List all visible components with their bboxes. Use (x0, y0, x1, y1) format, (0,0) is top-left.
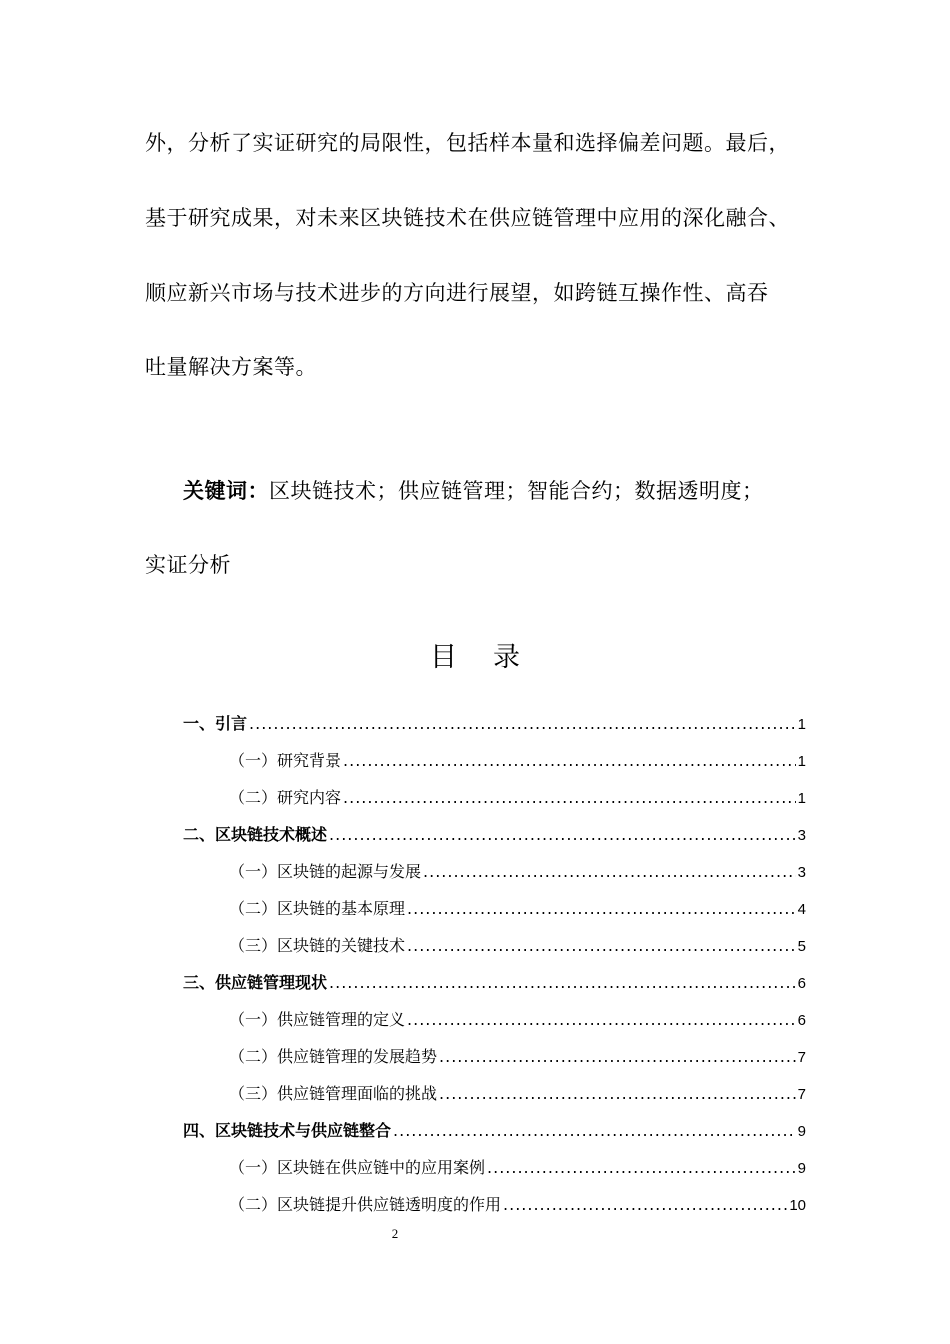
toc-entry-page: 3 (797, 827, 806, 844)
toc-entry-page: 7 (797, 1086, 806, 1103)
abstract-line-1: 外，分析了实证研究的局限性，包括样本量和选择偏差问题。最后， (145, 131, 790, 155)
keywords-label: 关键词： (183, 479, 269, 503)
toc-entry[interactable] (229, 1157, 806, 1179)
toc-leader-dots (407, 1009, 796, 1031)
toc-entry-page: 4 (797, 901, 806, 918)
toc-entry-page: 6 (797, 975, 806, 992)
toc-entry[interactable] (183, 824, 806, 846)
toc-leader-dots (249, 713, 796, 735)
toc-entry-page: 9 (797, 1160, 806, 1177)
toc-leader-dots (343, 787, 796, 809)
keywords-line-2: 实证分析 (145, 553, 231, 577)
toc-leader-dots (439, 1046, 796, 1068)
toc-entry-page: 1 (797, 716, 806, 733)
toc-entry-page: 7 (797, 1049, 806, 1066)
toc-entry[interactable] (229, 1194, 806, 1216)
toc-leader-dots (343, 750, 796, 772)
toc-entry-text: 三、供应链管理现状 (183, 973, 328, 992)
toc-entry-text: （二）研究内容 (229, 788, 342, 807)
toc-entry-text: 二、区块链技术概述 (183, 825, 328, 844)
toc-entry-text: （二）区块链的基本原理 (229, 899, 406, 918)
toc-leader-dots (393, 1120, 796, 1142)
toc-title: 目录 (430, 642, 556, 673)
toc-entry-text: （三）区块链的关键技术 (229, 936, 406, 955)
toc-leader-dots (407, 935, 796, 957)
toc-entry-text: （三）供应链管理面临的挑战 (229, 1084, 438, 1103)
toc-entry-text: （一）研究背景 (229, 751, 342, 770)
page-number: 2 (391, 1226, 399, 1241)
toc-entry[interactable] (183, 1120, 806, 1142)
toc-entry-page: 10 (789, 1197, 806, 1214)
toc-leader-dots (487, 1157, 796, 1179)
toc-entry-text: （一）区块链在供应链中的应用案例 (229, 1158, 486, 1177)
toc-entry[interactable] (229, 898, 806, 920)
toc-entry[interactable] (229, 1009, 806, 1031)
toc-entry[interactable] (229, 861, 806, 883)
toc-entry-page: 6 (797, 1012, 806, 1029)
toc-leader-dots (407, 898, 796, 920)
toc-entry[interactable] (229, 750, 806, 772)
toc-leader-dots (439, 1083, 796, 1105)
toc-entry-page: 9 (797, 1123, 806, 1140)
toc-leader-dots (423, 861, 796, 883)
keywords-line-1 (183, 476, 764, 506)
abstract-line-4: 吐量解决方案等。 (145, 355, 317, 379)
toc-entry[interactable] (229, 1046, 806, 1068)
toc-entry-text: （二）供应链管理的发展趋势 (229, 1047, 438, 1066)
toc-entry[interactable] (229, 1083, 806, 1105)
toc-leader-dots (329, 824, 796, 846)
toc-entry-text: （一）区块链的起源与发展 (229, 862, 422, 881)
toc-leader-dots (329, 972, 796, 994)
toc-entry-page: 1 (797, 790, 806, 807)
toc-entry-text: 四、区块链技术与供应链整合 (183, 1121, 392, 1140)
toc-entry-text: （一）供应链管理的定义 (229, 1010, 406, 1029)
toc-entry-page: 5 (797, 938, 806, 955)
toc-entry[interactable] (229, 787, 806, 809)
toc-entry-page: 1 (797, 753, 806, 770)
toc-entry[interactable] (183, 713, 806, 735)
toc-leader-dots (503, 1194, 787, 1216)
toc-entry-page: 3 (797, 864, 806, 881)
toc-entry-text: （二）区块链提升供应链透明度的作用 (229, 1195, 502, 1214)
toc-entry[interactable] (229, 935, 806, 957)
toc-entry-text: 一、引言 (183, 714, 248, 733)
abstract-line-2: 基于研究成果，对未来区块链技术在供应链管理中应用的深化融合、 (145, 206, 790, 230)
abstract-line-3: 顺应新兴市场与技术进步的方向进行展望，如跨链互操作性、高吞 (145, 281, 769, 305)
toc-entry[interactable] (183, 972, 806, 994)
keywords-list: 区块链技术；供应链管理；智能合约；数据透明度； (269, 479, 764, 503)
